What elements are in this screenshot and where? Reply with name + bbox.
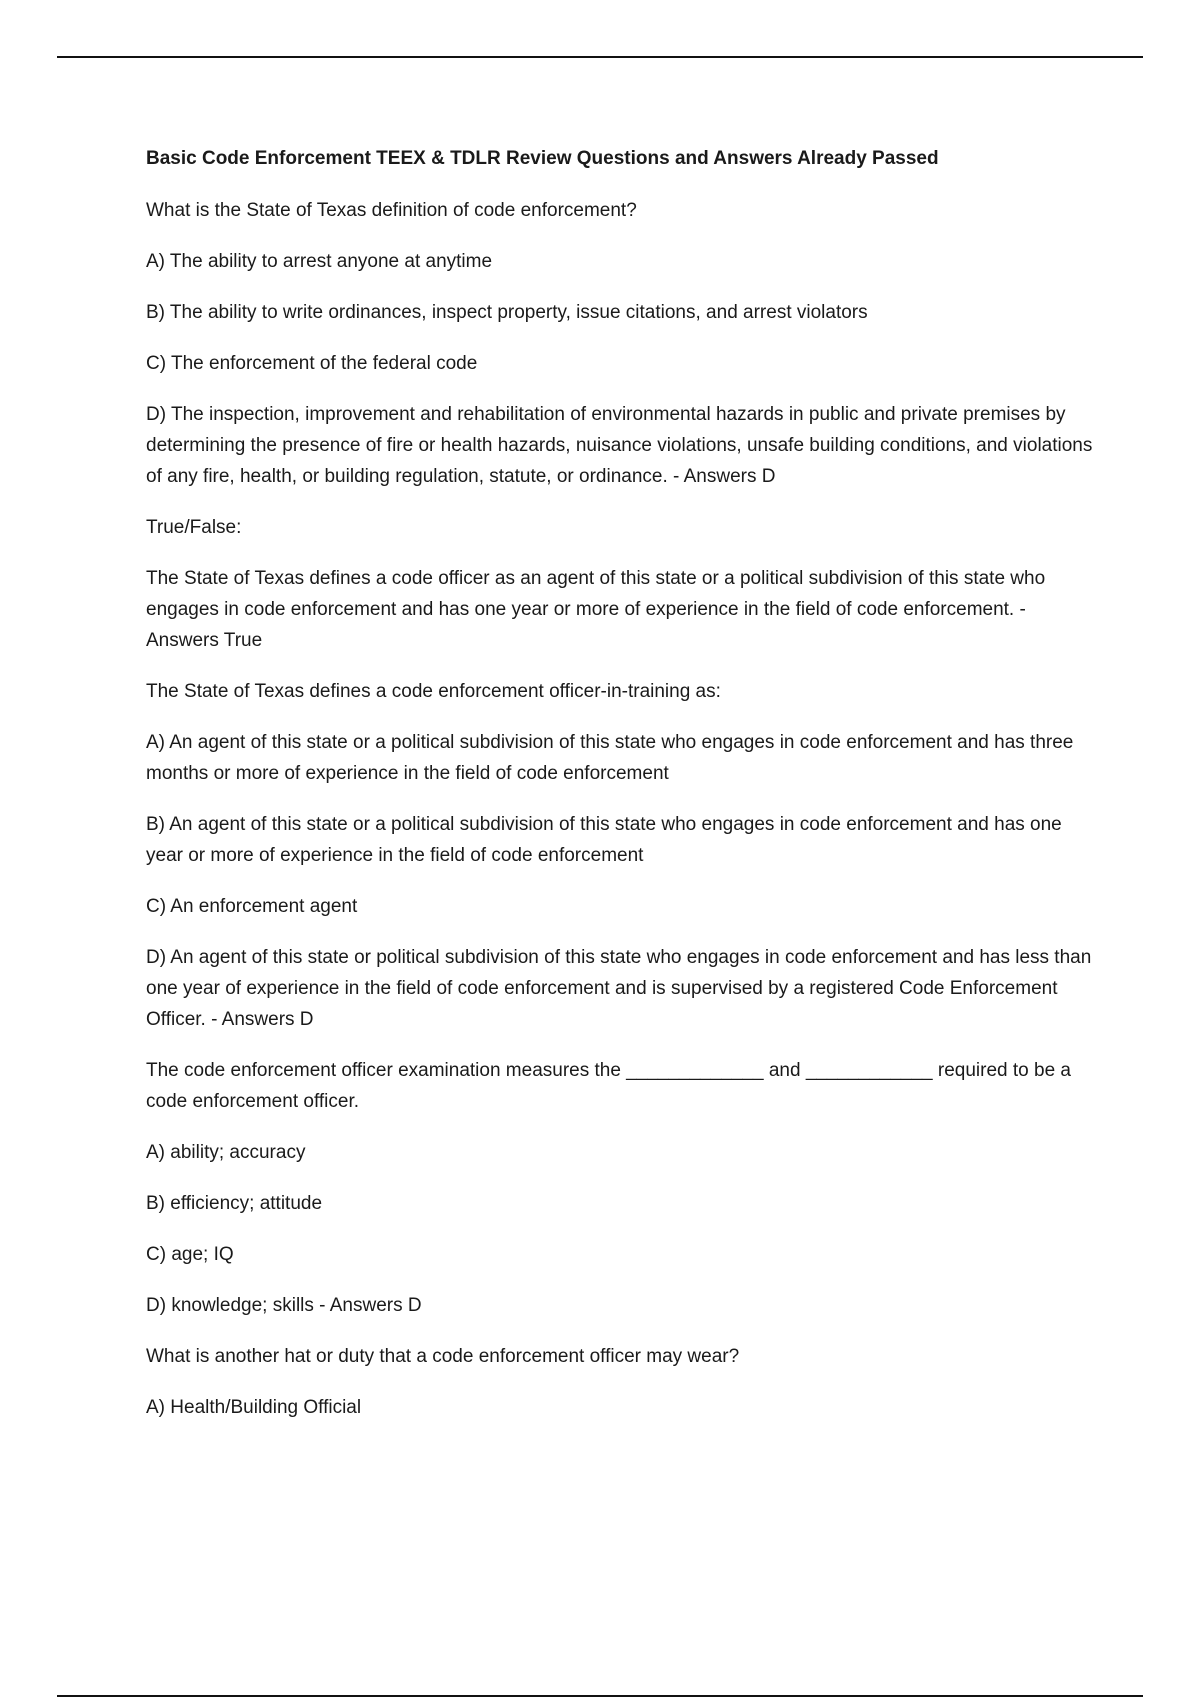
question-4-option-d: D) knowledge; skills - Answers D xyxy=(146,1295,422,1316)
question-4: The code enforcement officer examination measures the _____________ and ____________ required to be a code enforcement officer. xyxy=(146,1060,1071,1112)
question-3-option-c: C) An enforcement agent xyxy=(146,896,358,917)
question-3-option-a: A) An agent of this state or a political subdivision of this state who engages in code enforcement and has three months or more of experience in the field of code enforcement xyxy=(146,732,1074,784)
question-5: What is another hat or duty that a code enforcement officer may wear? xyxy=(146,1346,740,1367)
question-4-option-c: C) age; IQ xyxy=(146,1244,234,1265)
question-3: The State of Texas defines a code enforcement officer-in-training as: xyxy=(146,681,721,702)
question-5-option-a: A) Health/Building Official xyxy=(146,1397,362,1418)
document-body xyxy=(146,145,1096,1443)
question-1-option-d: D) The inspection, improvement and rehabilitation of environmental hazards in public and private premises by determining the presence of fire or health hazards, nuisance violations, unsafe building conditions, and violations of any fire, health, or building regulation, statute, or ordinance. - Answers D xyxy=(146,404,1093,487)
question-2-label: True/False: xyxy=(146,517,242,538)
question-1: What is the State of Texas definition of code enforcement? xyxy=(146,200,637,221)
question-4-option-a: A) ability; accuracy xyxy=(146,1142,306,1163)
question-2-statement: The State of Texas defines a code officer as an agent of this state or a political subdivision of this state who engages in code enforcement and has one year or more of experience in the field of code enforcement. - Answers True xyxy=(146,568,1046,651)
question-1-option-b: B) The ability to write ordinances, inspect property, issue citations, and arrest violators xyxy=(146,302,868,323)
footer-rule xyxy=(57,1695,1143,1697)
question-3-option-d: D) An agent of this state or political subdivision of this state who engages in code enforcement and has less than one year of experience in the field of code enforcement and is supervised by a registered Code Enforcement Officer. - Answers D xyxy=(146,947,1092,1030)
question-1-option-a: A) The ability to arrest anyone at anytime xyxy=(146,251,493,272)
question-3-option-b: B) An agent of this state or a political subdivision of this state who engages in code enforcement and has one year or more of experience in the field of code enforcement xyxy=(146,814,1062,866)
header-rule xyxy=(57,56,1143,58)
question-4-option-b: B) efficiency; attitude xyxy=(146,1193,323,1214)
document-title: Basic Code Enforcement TEEX & TDLR Review Questions and Answers Already Passed xyxy=(146,148,939,169)
question-1-option-c: C) The enforcement of the federal code xyxy=(146,353,478,374)
